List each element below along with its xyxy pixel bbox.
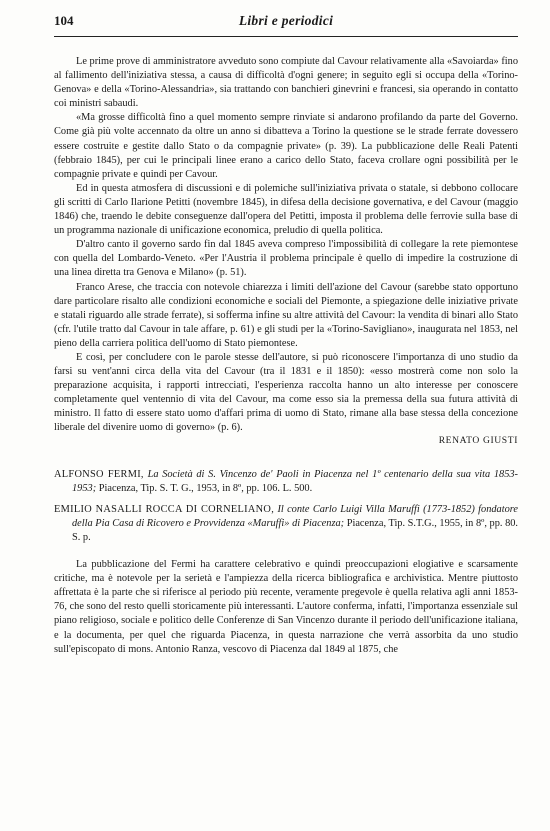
- entry-imprint: Piacenza, Tip. S.T.G., 1955, in 8º, pp. 80. S. p.: [72, 517, 518, 543]
- section-spacer: [54, 448, 518, 468]
- reviewer-signature: RENATO GIUSTI: [438, 434, 518, 446]
- body-paragraph: D'altro canto il governo sardo fin dal 1845 aveva compreso l'impossibilità di collegare la rete piemontese con quella del Lombardo-Veneto. «Per l'Austria il problema principale è quello di impedire la costruzione di una linea diretta tra Genova e Milano» (p. 51).: [54, 239, 518, 279]
- body-paragraph: E così, per concludere con le parole stesse dell'autore, si può riconoscere l'importanza di uno studio da farsi su vent'anni circa della vita del Cavour (tra il 1831 e il 1850): «esso mostrerà come non solo la preparazione acquisita, i rapporti intrecciati, l'esperienza raccolta hanno un alto interesse per conoscere completamente quel ventennio di vita del Cavour, ma come esso sia la premessa della sua futura attività di ministro. Il fatto di essere stato uomo d'affari prima di uomo di Stato, rimane alla base stessa della concezione liberale del divenire uomo di governo» (p. 6).: [54, 351, 518, 434]
- running-head: Libri e periodici: [238, 13, 334, 28]
- article-body: [54, 55, 518, 448]
- body-paragraph: Franco Arese, che traccia con notevole chiarezza i limiti dell'azione del Cavour (sarebbe stato opportuno dare particolare risalto alle condizioni economiche e sociali del Piemonte, a spiegazione delle iniziative private e statali riguardo alle strade ferrate), si sofferma infine su altre attività del Cavour: la vendita di binari allo Stato (cfr. l'utile tratto dal Cavour in tale affare, p. 61) e gli studi per la «Torino-Savigliano», inaugurata nel 1853, nel pieno della carriera politica dell'uomo di Stato piemontese.: [54, 281, 518, 349]
- entry-author: ALFONSO FERMI,: [54, 468, 144, 480]
- entry-title: Il conte Carlo Luigi Villa Maruffi (1773-1852) fondatore della Pia Casa di Ricovero e Provvidenza «Maruffi» di Piacenza;: [72, 503, 519, 529]
- body-paragraph: «Ma grosse difficoltà fino a quel momento sempre rinviate si andarono profilando da parte del Governo. Come già più volte accennato da oltre un anno si dibatteva a Torino la questione se le strade ferrate dovessero essere costruite e gestite dallo Stato o da compagnie private» (p. 39). La pubblicazione delle Reali Patenti (febbraio 1845), per cui le principali linee erano a carico dello Stato, faceva crollare ogni possibilità per le compagnie private e quindi per Cavour.: [54, 112, 518, 180]
- body-paragraph: Le prime prove di amministratore avveduto sono compiute dal Cavour relativamente alla «Savoiarda» fino al fallimento dell'iniziativa stessa, a causa di difficoltà d'ogni genere; in seguito egli si occupa della «Torino-Genova» e della «Torino-Alessandria», sia trattando con banchieri ginevrini e francesi, sia operando in contatto coi ministri sabaudi.: [54, 56, 518, 110]
- bibliographic-entry: [54, 503, 518, 545]
- review-paragraph: La pubblicazione del Fermi ha carattere celebrativo e quindi preoccupazioni elogiative e scarsamente critiche, ma è notevole per la serietà e l'ampiezza della ricerca bibliografica e archivistica. Mentre piuttosto affrettata è la parte che si riferisce al periodo più recente, veramente pregevole è quella relativa agli anni 1853-76, che sono del resto quelli storicamente più interessanti. L'autore conferma, infatti, l'importanza essenziale sul piano religioso, sociale e politico delle Conferenze di San Vincenzo durante il periodo dell'unificazione italiana, e la documenta, per quel che riguarda Piacenza, in questa narrazione che verrà assorbita da uno studio sull'episcopato di mons. Antonio Ranza, vescovo di Piacenza dal 1849 al 1875, che: [54, 559, 518, 655]
- entry-author: EMILIO NASALLI ROCCA DI CORNELIANO,: [54, 503, 275, 515]
- entry-title: La Società di S. Vincenzo de' Paoli in Piacenza nel 1º centenario della sua vita 1853-1953;: [72, 468, 519, 494]
- book-review-section: [54, 468, 518, 657]
- entry-imprint: Piacenza, Tip. S. T. G., 1953, in 8º, pp. 106. L. 500.: [98, 482, 313, 494]
- body-paragraph: Ed in questa atmosfera di discussioni e di polemiche sull'iniziativa privata o statale, si debbono collocare gli scritti di Carlo Ilarione Petitti (novembre 1845), in difesa della decisione governativa, e del Cavour (maggio 1846) che, traendo le debite conseguenze dall'opera del Petitti, imposta il problema delle ferrovie sulla base di un programma nazionale di unificazione economica, preludio di quella politica.: [54, 182, 518, 237]
- bibliographic-entry: [54, 468, 518, 496]
- page-header: [54, 14, 518, 37]
- page-number: 104: [54, 13, 74, 28]
